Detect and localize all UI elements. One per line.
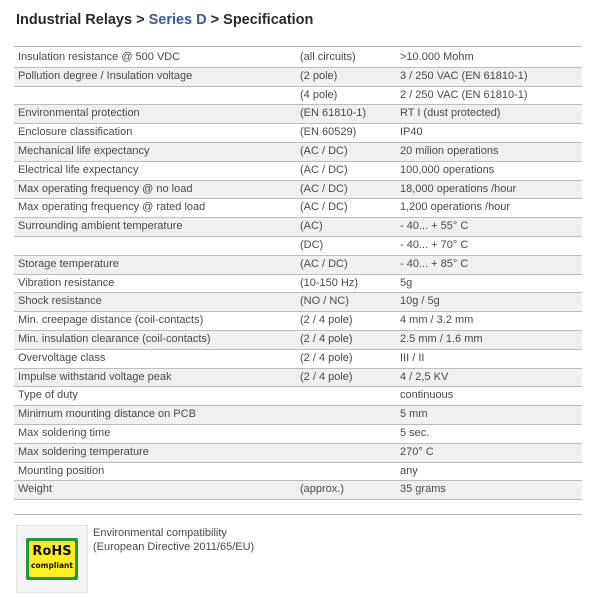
rohs-logo-box: [16, 525, 88, 593]
spec-row: [14, 105, 582, 124]
spec-parameter: Max operating frequency @ rated load: [14, 199, 296, 218]
spec-row: [14, 481, 582, 500]
spec-parameter: Max operating frequency @ no load: [14, 180, 296, 199]
breadcrumb: [16, 12, 313, 28]
spec-parameter: Weight: [14, 481, 296, 500]
spec-row: [14, 330, 582, 349]
spec-parameter: Environmental protection: [14, 105, 296, 124]
spec-condition: [296, 443, 396, 462]
spec-row: [14, 199, 582, 218]
environmental-compatibility-title: Environmental compatibility: [93, 527, 227, 539]
top-divider: [14, 46, 582, 47]
spec-value: III / II: [396, 349, 582, 368]
spec-parameter: Type of duty: [14, 387, 296, 406]
breadcrumb-industrial-relays: Industrial Relays >: [16, 12, 145, 28]
spec-value: 20 milion operations: [396, 142, 582, 161]
spec-value: IP40: [396, 124, 582, 143]
spec-condition: (AC): [296, 218, 396, 237]
spec-row: [14, 424, 582, 443]
spec-value: any: [396, 462, 582, 481]
spec-value: - 40... + 55° C: [396, 218, 582, 237]
spec-value: - 40... + 70° C: [396, 236, 582, 255]
spec-condition: (all circuits): [296, 49, 396, 67]
spec-parameter: Shock resistance: [14, 293, 296, 312]
spec-condition: (2 / 4 pole): [296, 312, 396, 331]
spec-row: [14, 49, 582, 67]
spec-value: 4 / 2,5 KV: [396, 368, 582, 387]
spec-value: RT I (dust protected): [396, 105, 582, 124]
spec-parameter: Min. insulation clearance (coil-contacts): [14, 330, 296, 349]
spec-condition: [296, 424, 396, 443]
spec-condition: (2 / 4 pole): [296, 330, 396, 349]
spec-condition: (2 pole): [296, 67, 396, 86]
spec-value: 35 grams: [396, 481, 582, 500]
spec-row: [14, 67, 582, 86]
environmental-compatibility-note: [93, 526, 254, 554]
spec-condition: [296, 406, 396, 425]
spec-value: 4 mm / 3.2 mm: [396, 312, 582, 331]
bottom-divider: [14, 514, 582, 515]
spec-row: [14, 274, 582, 293]
spec-condition: (AC / DC): [296, 180, 396, 199]
spec-condition: (AC / DC): [296, 255, 396, 274]
spec-row: [14, 218, 582, 237]
spec-value: 2 / 250 VAC (EN 61810-1): [396, 86, 582, 105]
spec-condition: (10-150 Hz): [296, 274, 396, 293]
spec-row: [14, 236, 582, 255]
spec-condition: (EN 61810-1): [296, 105, 396, 124]
spec-condition: (AC / DC): [296, 199, 396, 218]
spec-value: >10.000 Mohm: [396, 49, 582, 67]
spec-condition: (2 / 4 pole): [296, 368, 396, 387]
spec-condition: (DC): [296, 236, 396, 255]
spec-value: 10g / 5g: [396, 293, 582, 312]
spec-condition: (NO / NC): [296, 293, 396, 312]
spec-parameter: [14, 86, 296, 105]
spec-parameter: Enclosure classification: [14, 124, 296, 143]
spec-value: 5g: [396, 274, 582, 293]
spec-value: 100,000 operations: [396, 161, 582, 180]
spec-row: [14, 293, 582, 312]
spec-row: [14, 142, 582, 161]
spec-parameter: Mounting position: [14, 462, 296, 481]
spec-value: 2.5 mm / 1.6 mm: [396, 330, 582, 349]
spec-value: continuous: [396, 387, 582, 406]
spec-parameter: [14, 236, 296, 255]
spec-value: 5 mm: [396, 406, 582, 425]
spec-row: [14, 387, 582, 406]
spec-parameter: Overvoltage class: [14, 349, 296, 368]
specification-table: [14, 49, 582, 500]
spec-parameter: Minimum mounting distance on PCB: [14, 406, 296, 425]
spec-condition: (2 / 4 pole): [296, 349, 396, 368]
spec-row: [14, 86, 582, 105]
spec-row: [14, 406, 582, 425]
spec-value: 18,000 operations /hour: [396, 180, 582, 199]
spec-parameter: Pollution degree / Insulation voltage: [14, 67, 296, 86]
spec-row: [14, 462, 582, 481]
spec-parameter: Min. creepage distance (coil-contacts): [14, 312, 296, 331]
rohs-badge-title: RoHS: [32, 544, 72, 559]
spec-parameter: Impulse withstand voltage peak: [14, 368, 296, 387]
spec-condition: [296, 387, 396, 406]
spec-condition: (approx.): [296, 481, 396, 500]
spec-value: 270° C: [396, 443, 582, 462]
spec-parameter: Storage temperature: [14, 255, 296, 274]
spec-value: - 40... + 85° C: [396, 255, 582, 274]
spec-value: 3 / 250 VAC (EN 61810-1): [396, 67, 582, 86]
spec-row: [14, 349, 582, 368]
breadcrumb-link-series-d[interactable]: Series D: [148, 12, 207, 28]
spec-row: [14, 255, 582, 274]
spec-parameter: Insulation resistance @ 500 VDC: [14, 49, 296, 67]
spec-condition: (AC / DC): [296, 142, 396, 161]
spec-parameter: Vibration resistance: [14, 274, 296, 293]
european-directive-reference: (European Directive 2011/65/EU): [93, 541, 255, 553]
spec-row: [14, 368, 582, 387]
spec-parameter: Mechanical life expectancy: [14, 142, 296, 161]
spec-row: [14, 443, 582, 462]
spec-row: [14, 124, 582, 143]
spec-parameter: Max soldering time: [14, 424, 296, 443]
spec-parameter: Electrical life expectancy: [14, 161, 296, 180]
spec-condition: (EN 60529): [296, 124, 396, 143]
rohs-compliant-badge: [26, 538, 78, 580]
spec-row: [14, 312, 582, 331]
spec-value: 1,200 operations /hour: [396, 199, 582, 218]
spec-parameter: Max soldering temperature: [14, 443, 296, 462]
rohs-badge-inner: [29, 541, 75, 577]
rohs-badge-subtitle: compliant: [31, 561, 73, 570]
spec-row: [14, 180, 582, 199]
spec-condition: (4 pole): [296, 86, 396, 105]
breadcrumb-specification: > Specification: [210, 12, 314, 28]
spec-condition: (AC / DC): [296, 161, 396, 180]
spec-condition: [296, 462, 396, 481]
specification-table-body: [14, 49, 582, 500]
spec-value: 5 sec.: [396, 424, 582, 443]
spec-row: [14, 161, 582, 180]
spec-parameter: Surrounding ambient temperature: [14, 218, 296, 237]
